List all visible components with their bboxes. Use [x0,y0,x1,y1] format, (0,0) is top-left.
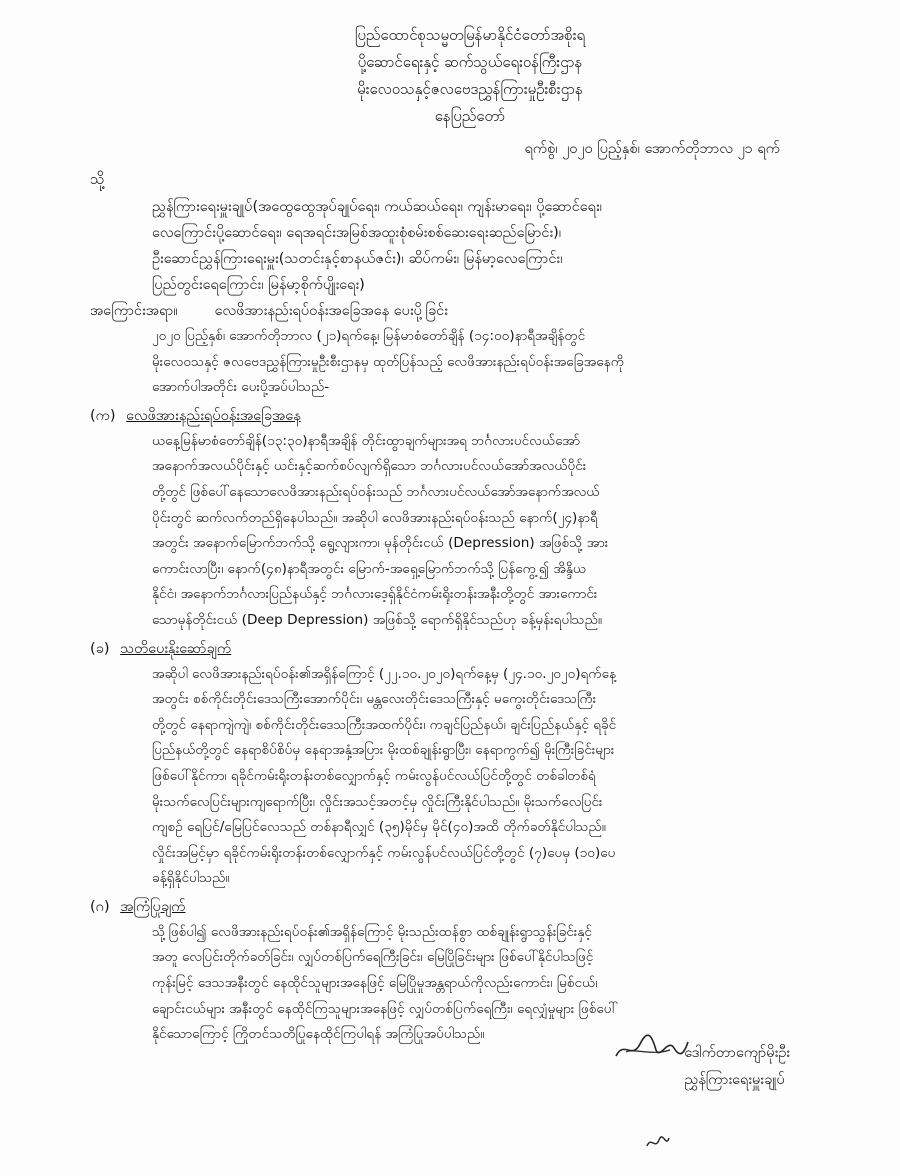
body-line: ပိုင်းတွင် ဆက်လက်တည်ရှိနေပါသည်။ အဆိုပါ လေဖိအားနည်းရပ်ဝန်းသည် နောက်(၂၄)နာရီ [152,509,598,526]
section-heading-ka [90,403,780,429]
subject-line [90,298,780,324]
recipient-line: ညွှန်ကြားရေးမှူးချုပ်(အထွေထွေအုပ်ချုပ်ရေး၊ ကယ်ဆယ်ရေး၊ ကျန်းမာရေး၊ ပို့ဆောင်ရေး၊ [152,199,602,215]
signature-image [612,1030,690,1064]
body-line: ပြည်နယ်တို့တွင် နေရာစိပ်စိပ်မှ နေရာအနှံ့အပြား မိုးထစ်ချုန်းရွာပြီး၊ နေရာကွက်၍ မိုးကြီးခြင်းများ [152,742,615,759]
letterhead [90,22,780,130]
to-label: သို့ [90,170,105,188]
body-line: နိုင်ငံ၊ အနောက်ဘင်္ဂလားပြည်နယ်နှင့် ဘင်္ဂလားဒေ့ရှ်နိုင်ငံကမ်းရိုးတန်းအနီးတို့တွင် အားကောင်း [152,586,598,603]
subject-label: အကြောင်းအရာ။ [90,303,178,319]
recipient-line: ပြည်တွင်းရေကြောင်း၊ မြန်မာ့စိုက်ပျိုးရေး) [152,277,365,293]
section-heading-kha [90,636,780,662]
body-line: ဖြစ်ပေါ်နိုင်ကာ၊ ရခိုင်ကမ်းရိုးတန်းတစ်လျှောက်နှင့် ကမ်းလွန်ပင်လယ်ပြင်တို့တွင် တစ်ခါတစ်ရံ [152,767,596,784]
body-line: မိုးသက်လေပြင်းများကျရောက်ပြီး၊ လှိုင်းအသင့်အတင့်မှ လှိုင်းကြီးနိုင်ပါသည်။ မိုးသက်လေပြင်း [152,793,603,810]
recipient-list [90,194,780,298]
body-line: ကျစဉ် ရေပြင်/မြေပြင်လေသည် တစ်နာရီလျှင် (၃၅)မိုင်မှ မိုင်(၄၀)အထိ တိုက်ခတ်နိုင်ပါသည်။ [152,819,606,836]
body-line: အတွင်း စစ်ကိုင်းတိုင်းဒေသကြီးအောက်ပိုင်း၊ မန္တလေးတိုင်းဒေသကြီးနှင့် မကွေးတိုင်းဒေသကြီး [152,691,597,708]
section-body-kha [90,662,780,892]
body-line: ယနေ့မြန်မာစံတော်ချိန်(၁၃:၃၀)နာရီအချိန် တိုင်းထွာချက်များအရ ဘင်္ဂလားပင်လယ်အော် [152,432,581,449]
subject-text: လေဖိအားနည်းရပ်ဝန်းအခြေအနေ ပေးပို့ခြင်း [214,303,448,319]
body-line: တို့တွင် နေရာကျဲကျဲ၊ စစ်ကိုင်းတိုင်းဒေသကြီးအထက်ပိုင်း၊ ကချင်ပြည်နယ်၊ ချင်းပြည်နယ်နှင့် ရခိုင် [152,716,617,733]
section-body-ka [90,429,780,634]
section-title: လေဖိအားနည်းရပ်ဝန်းအခြေအနေ [126,407,301,424]
ministry-name: ပို့ဆောင်ရေးနှင့် ဆက်သွယ်ရေးဝန်ကြီးဌာန [357,53,583,71]
department-name: မိုးလေဝသနှင့်ဇလဗေဒညွှန်ကြားမှုဦးစီးဌာန [357,80,583,98]
letter-date: ရက်စွဲ၊ ၂၀၂၀ ပြည့်နှစ်၊ အောက်တိုဘာလ ၂၁ ရက် [524,141,780,157]
city-name: နေပြည်တော် [434,107,506,125]
section-title: အကြံပြုချက် [120,898,186,915]
body-line: အနောက်အလယ်ပိုင်းနှင့် ယင်းနှင့်ဆက်စပ်လျက်ရှိသော ဘင်္ဂလားပင်လယ်အော်အလယ်ပိုင်း [152,458,587,475]
section-title: သတိပေးနိုးဆော်ချက် [120,640,232,657]
intro-line: မိုးလေဝသနှင့် ဇလဗေဒညွှန်ကြားမှုဦးစီးဌာနမှ ထုတ်ပြန်သည့် လေဖိအားနည်းရပ်ဝန်းအခြေအနေကို [152,353,625,370]
body-line: အတူ လေပြင်းတိုက်ခတ်ခြင်း၊ လျှပ်တစ်ပြက်ရေကြီးခြင်း၊ မြေပြိုခြင်းများ ဖြစ်ပေါ်နိုင်ပါသဖြင့် [152,949,594,966]
body-line: နိုင်သောကြောင့် ကြိုတင်သတိပြုနေထိုင်ကြပါရန် အကြံပြုအပ်ပါသည်။ [152,1026,485,1043]
recipient-line: ဦးဆောင်ညွှန်ကြားရေးမှူး(သတင်းနှင့်စာနယ်ဇင်း)၊ ဆိပ်ကမ်း၊ မြန်မာ့လေကြောင်း၊ [152,251,563,267]
initial-mark [644,1132,672,1154]
recipient-line: လေကြောင်းပို့ဆောင်ရေး၊ ရေအရင်းအမြစ်အထူးစုံစမ်းစစ်ဆေးရေးဆည်မြောင်း)၊ [152,225,562,241]
body-line: တို့တွင် ဖြစ်ပေါ်နေသောလေဖိအားနည်းရပ်ဝန်းသည် ဘင်္ဂလားပင်လယ်အော်အနောက်အလယ် [152,483,600,500]
signatory-block [684,1040,790,1094]
intro-line: အောက်ပါအတိုင်း ပေးပို့အပ်ပါသည်- [152,379,330,396]
section-heading-ga [90,894,780,920]
section-number: (က) [90,407,116,424]
body-line: သို့ဖြစ်ပါ၍ လေဖိအားနည်းရပ်ဝန်း၏အရှိန်ကြောင့် မိုးသည်းထန်စွာ ထစ်ချုန်းရွာသွန်းခြင်းနှင့် [152,923,592,940]
body-line: ချောင်းငယ်များ အနီးတွင် နေထိုင်ကြသူများအနေဖြင့် လျှပ်တစ်ပြက်ရေကြီး၊ ရေလျှံမှုများ ဖြစ်ပေါ် [152,1000,618,1017]
govt-name: ပြည်ထောင်စုသမ္မတမြန်မာနိုင်ငံတော်အစိုးရ [354,26,586,44]
body-line: ခန့်ရှိနိုင်ပါသည်။ [152,870,230,887]
body-line: သောမုန်တိုင်းငယ် (Deep Depression) အဖြစ်သို့ ရောက်ရှိနိုင်သည်ဟု ခန့်မှန်းရပါသည်။ [152,611,602,628]
intro-paragraph [90,324,780,401]
body-line: အဆိုပါ လေဖိအားနည်းရပ်ဝန်း၏အရှိန်ကြောင့် (၂၂.၁၀.၂၀၂၀)ရက်နေ့မှ (၂၄.၁၀.၂၀၂၀)ရက်နေ့ [152,665,617,682]
body-line: အတွင်း အနောက်မြောက်ဘက်သို့ ရွေ့လျားကာ၊ မုန်တိုင်းငယ် (Depression) အဖြစ်သို့ အား [152,535,609,552]
signatory-name: ဒေါက်တာကျော်မိုးဦး [684,1045,790,1061]
section-number: (ခ) [90,640,110,657]
body-line: ကုန်းမြင့် ဒေသအနီးတွင် နေထိုင်သူများအနေဖြင့် မြေပြိုမှုအန္တရာယ်ကိုလည်းကောင်း၊ မြစ်ငယ်၊ [152,975,598,992]
body-line: ကောင်းလာပြီး၊ နောက်(၄၈)နာရီအတွင်း မြောက်-အရှေ့မြောက်ဘက်သို့ ပြန်ကွေ့၍ အိန္ဒိယ [152,560,587,577]
body-line: လှိုင်းအမြင့်မှာ ရခိုင်ကမ်းရိုးတန်းတစ်လျှောက်နှင့် ကမ်းလွန်ပင်လယ်ပြင်တို့တွင် (၇)ပေမှ (၁၀)ပေ [152,844,616,861]
section-body-ga [90,920,780,1048]
intro-line: ၂၀၂၀ ပြည့်နှစ်၊ အောက်တိုဘာလ (၂၁)ရက်နေ့၊ မြန်မာစံတော်ချိန် (၁၄:၀၀)နာရီအချိန်တွင် [152,328,586,344]
section-number: (ဂ) [90,898,110,915]
signatory-title: ညွှန်ကြားရေးမှူးချုပ် [684,1072,785,1088]
